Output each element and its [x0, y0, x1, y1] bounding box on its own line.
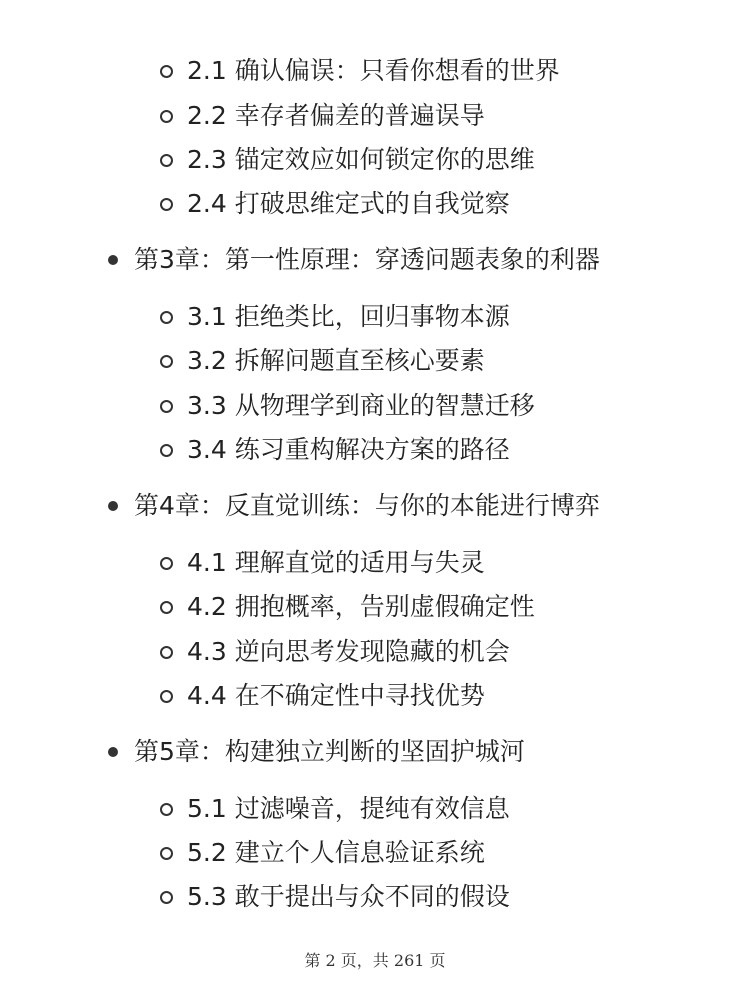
list-item-5-2: [160, 836, 485, 870]
section-title: 4.3 逆向思考发现隐藏的机会: [187, 637, 510, 666]
chapter-5-item: [108, 735, 525, 769]
list-item-3-2: [160, 344, 485, 378]
hollow-bullet-icon: [160, 110, 173, 123]
list-item-3-3: [160, 389, 535, 423]
chapter-title: 第4章：反直觉训练：与你的本能进行博弈: [134, 491, 600, 520]
section-title: 2.2 幸存者偏差的普遍误导: [187, 101, 485, 130]
hollow-bullet-icon: [160, 198, 173, 211]
hollow-bullet-icon: [160, 311, 173, 324]
hollow-bullet-icon: [160, 601, 173, 614]
solid-bullet-icon: [108, 501, 118, 511]
list-item-2-2: [160, 99, 485, 133]
section-title: 2.4 打破思维定式的自我觉察: [187, 189, 510, 218]
list-item-3-1: [160, 300, 510, 334]
hollow-bullet-icon: [160, 690, 173, 703]
hollow-bullet-icon: [160, 355, 173, 368]
section-title: 3.3 从物理学到商业的智慧迁移: [187, 391, 535, 420]
hollow-bullet-icon: [160, 891, 173, 904]
section-title: 3.2 拆解问题直至核心要素: [187, 346, 485, 375]
hollow-bullet-icon: [160, 65, 173, 78]
section-title: 2.1 确认偏误：只看你想看的世界: [187, 56, 560, 85]
section-title: 5.3 敢于提出与众不同的假设: [187, 882, 510, 911]
page-number-footer: 第 2 页，共 261 页: [304, 951, 446, 970]
section-title: 3.1 拒绝类比，回归事物本源: [187, 302, 510, 331]
chapter-title: 第5章：构建独立判断的坚固护城河: [134, 737, 525, 766]
list-item-2-4: [160, 187, 510, 221]
section-title: 4.2 拥抱概率，告别虚假确定性: [187, 592, 535, 621]
hollow-bullet-icon: [160, 154, 173, 167]
chapter-title: 第3章：第一性原理：穿透问题表象的利器: [134, 245, 600, 274]
list-item-5-3: [160, 880, 510, 914]
list-item-3-4: [160, 433, 510, 467]
section-title: 4.1 理解直觉的适用与失灵: [187, 548, 485, 577]
list-item-4-1: [160, 546, 485, 580]
hollow-bullet-icon: [160, 847, 173, 860]
hollow-bullet-icon: [160, 646, 173, 659]
section-title: 4.4 在不确定性中寻找优势: [187, 681, 485, 710]
solid-bullet-icon: [108, 255, 118, 265]
section-title: 2.3 锚定效应如何锁定你的思维: [187, 145, 535, 174]
section-title: 5.1 过滤噪音，提纯有效信息: [187, 794, 510, 823]
solid-bullet-icon: [108, 747, 118, 757]
list-item-4-3: [160, 635, 510, 669]
hollow-bullet-icon: [160, 557, 173, 570]
list-item-5-1: [160, 792, 510, 826]
list-item-4-2: [160, 590, 535, 624]
chapter-3-item: [108, 243, 600, 277]
list-item-2-1: [160, 54, 560, 88]
hollow-bullet-icon: [160, 400, 173, 413]
hollow-bullet-icon: [160, 803, 173, 816]
hollow-bullet-icon: [160, 444, 173, 457]
section-title: 3.4 练习重构解决方案的路径: [187, 435, 510, 464]
list-item-4-4: [160, 679, 485, 713]
list-item-2-3: [160, 143, 535, 177]
chapter-4-item: [108, 489, 600, 523]
section-title: 5.2 建立个人信息验证系统: [187, 838, 485, 867]
